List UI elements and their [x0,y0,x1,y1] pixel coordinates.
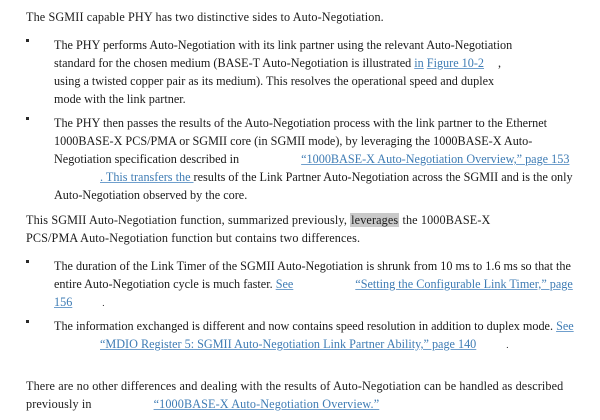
bullet-text [54,114,578,204]
bullet-marker-icon [26,39,29,42]
xref-link-see[interactable]: See [275,277,294,291]
closing-text: There are no other differences and dealing with the results of Auto-Negotiation can be handled as described previously in [26,379,564,411]
bullet-4-trailing-period: . [506,340,509,350]
bullet-text [54,257,578,312]
bullet-2-segment-1: The PHY then passes the results of the Auto-Negotiation process with the link partner to the Ethernet 1000BASE-X PCS/PMA or SGMII core (in SGMII mode), by leveraging the 1000BASE-X Auto-Negotiation specification described in [54,116,548,166]
bullet-item-phy-passes-results [26,114,578,204]
xref-link-see[interactable]: See [556,319,574,333]
bullet-3-segment-1: The duration of the Link Timer of the SGMII Auto-Negotiation is shrunk from 10 ms to 1.6 ms so that the entire Auto-Negotiation cycle is much faster. [54,259,571,291]
bullet-item-phy-performs-autoneg [26,36,578,108]
highlighted-word-leverages: leverages [351,213,399,227]
bullet-1-segment-1: The PHY performs Auto-Negotiation with its link partner using the relevant Auto-Negotiation standard for the chosen medium (BASE-T Auto-Negotiation is illustrated [54,38,513,70]
closing-paragraph [26,377,582,413]
xref-link-setting-configurable-link-timer-page-156[interactable]: “Setting the Configurable Link Timer,” page 156 [54,277,573,309]
xref-link-this-transfers-the[interactable]: . This transfers the [100,170,194,184]
bullet-marker-icon [26,320,29,323]
xref-link-1000base-x-autoneg-overview-page-153[interactable]: “1000BASE-X Auto-Negotiation Overview,” page 153 [301,152,570,166]
summary-after-highlight: the 1000BASE-X PCS/PMA Auto-Negotiation function but contains two differences. [26,213,491,245]
intro-paragraph: The SGMII capable PHY has two distinctive sides to Auto-Negotiation. [26,10,384,24]
summary-paragraph [26,211,494,247]
bullet-text [54,36,524,108]
bullet-marker-icon [26,117,29,120]
xref-link-in[interactable]: in [414,56,424,70]
bullet-item-link-timer-duration [26,257,578,312]
summary-before-highlight: This SGMII Auto-Negotiation function, summarized previously, [26,213,351,227]
bullet-1-segment-2: , using a twisted copper pair as its medium). This resolves the operational speed and duplex mode with the link partner. [54,56,502,106]
bullet-marker-icon [26,260,29,263]
bullet-3-trailing-period: . [102,298,105,308]
xref-link-1000base-x-autoneg-overview[interactable]: “1000BASE-X Auto-Negotiation Overview.” [153,397,380,411]
bullet-text [54,317,578,354]
bullet-item-information-exchanged [26,317,578,354]
bullet-2-segment-2: results of the Link Partner Auto-Negotiation across the SGMII and is the only Auto-Negotiation observed by the core. [54,170,573,202]
xref-link-mdio-register-5-page-140[interactable]: “MDIO Register 5: SGMII Auto-Negotiation Link Partner Ability,” page 140 [100,337,477,351]
xref-link-figure-10-2[interactable]: Figure 10-2 [426,56,485,70]
bullet-4-segment-1: The information exchanged is different and now contains speed resolution in addition to duplex mode. [54,319,554,333]
